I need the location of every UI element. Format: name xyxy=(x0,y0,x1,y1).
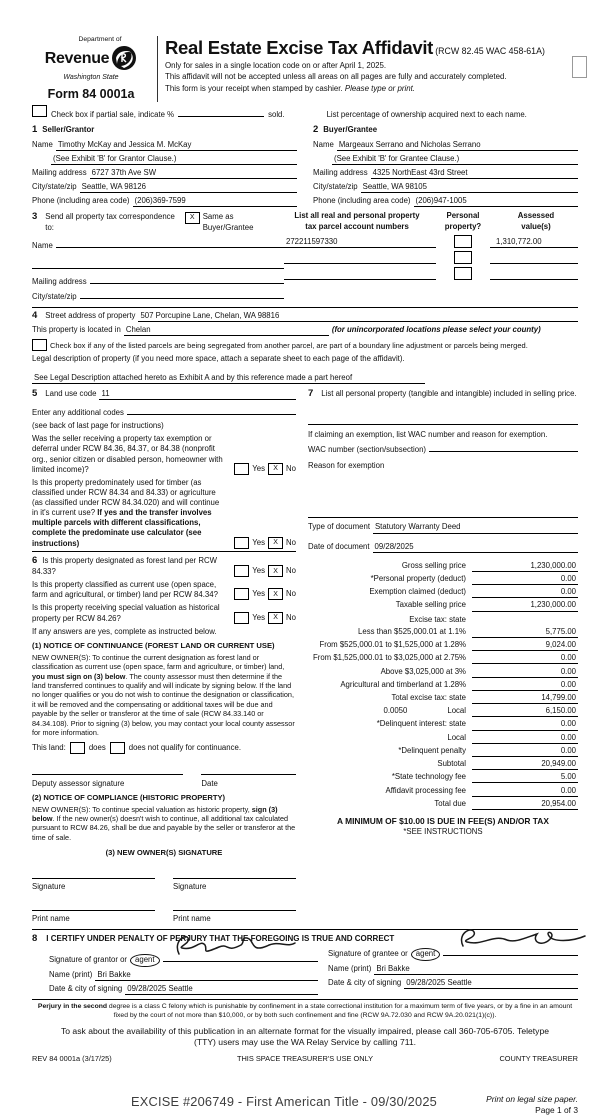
grantee-date-city-field[interactable] xyxy=(404,978,578,989)
tax-value: 0.00 xyxy=(560,587,576,597)
exemption-claimed-field[interactable] xyxy=(472,587,578,598)
grantee-signature-label: Signature of grantee or xyxy=(328,948,408,958)
timber-agriculture-question xyxy=(32,478,296,549)
total-due-field[interactable] xyxy=(472,799,578,810)
agent-word-circled: agent xyxy=(411,948,441,961)
tier2-amount-field[interactable] xyxy=(472,640,578,651)
treasurer-use-only-label: THIS SPACE TREASURER'S USE ONLY xyxy=(236,1054,374,1064)
tier4-amount-field[interactable] xyxy=(472,667,578,678)
tax-label: Exemption claimed (deduct) xyxy=(369,587,466,597)
deputy-assessor-row xyxy=(32,766,296,788)
date-of-document-field[interactable] xyxy=(373,542,578,553)
header-line3-text: This form is your receipt when stamped by cashier. xyxy=(165,83,343,93)
same-as-buyer-checkbox[interactable] xyxy=(185,212,200,224)
tax-value: 0.00 xyxy=(560,719,576,729)
back-of-page-note: (see back of last page for instructions) xyxy=(32,421,164,431)
tax-row-local xyxy=(308,706,578,717)
parcel-number-field-1[interactable] xyxy=(284,237,436,248)
tax-label: *State technology fee xyxy=(391,772,466,782)
parcel-column-header: List all real and personal property tax parcel account numbers xyxy=(294,211,420,231)
legal-description-value: See Legal Description attached hereto as Exhibit A and by this reference made a part hereof xyxy=(34,372,353,382)
does-not-qualify-label: does not qualify for continuance. xyxy=(128,743,241,753)
seller-name-label: Name xyxy=(32,139,53,149)
type-of-document-label: Type of document xyxy=(308,522,370,532)
notice-compliance-body: NEW OWNER(S): To continue special valuation as historic property, sign (3) below. If the new owner(s) doesn't wish to continue, all additional tax calculated pursuant to RCW 84.26, shall be due and payable by the seller or transferor at the time of sale. xyxy=(32,804,296,842)
tax-label: Less than $525,000.01 at 1.1% xyxy=(358,626,466,636)
yes-label: Yes xyxy=(252,612,266,622)
seller-phone-label: Phone (including area code) xyxy=(32,196,130,206)
new-owner-signature-row xyxy=(32,870,296,892)
tax-row-total-state xyxy=(308,693,578,704)
tier3-amount-field[interactable] xyxy=(472,653,578,664)
tax-value: 0.00 xyxy=(560,666,576,676)
segregated-parcel-note: Check box if any of the listed parcels are being segregated from another parcel, are part of a boundary line adjustment or parcels being merged. xyxy=(50,340,528,350)
no-label: No xyxy=(286,589,296,599)
form-header xyxy=(32,36,578,102)
treasurer-stamp-area xyxy=(32,1094,578,1116)
buyer-city-label: City/state/zip xyxy=(313,182,358,192)
revenue-wordmark: Revenue xyxy=(44,49,110,67)
delinquent-penalty-field[interactable] xyxy=(472,746,578,757)
correspondence-name-field[interactable] xyxy=(56,239,284,248)
yes-label: Yes xyxy=(252,589,266,599)
correspondence-mailing-label: Mailing address xyxy=(32,276,87,286)
this-land-label: This land: xyxy=(32,743,66,753)
tax-label: From $1,525,000.01 to $3,025,000 at 2.75% xyxy=(312,653,466,663)
tax-value: 1,230,000.00 xyxy=(530,600,576,610)
tax-value: 0.00 xyxy=(560,785,576,795)
section-1-number: 1 xyxy=(32,124,38,136)
seller-name-value: Timothy McKay and Jessica M. McKay xyxy=(57,139,192,149)
tax-row-delinquent-interest-state xyxy=(308,719,578,730)
q2-yes-checkbox[interactable] xyxy=(234,537,249,549)
new-owner-signature-line-2[interactable] xyxy=(173,870,296,879)
legal-description-label: Legal description of property (if you need more space, attach a separate sheet to each page of the affidavit). xyxy=(32,354,405,364)
percent-ownership-note: List percentage of ownership acquired next to each name. xyxy=(326,110,527,120)
tax-value: 5,775.00 xyxy=(545,626,576,636)
deputy-assessor-date-label: Date xyxy=(201,778,218,788)
tax-row-delinquent-interest-local xyxy=(308,733,578,744)
buyer-name-field[interactable] xyxy=(337,140,578,151)
signature-label: Signature xyxy=(32,882,66,892)
timber-agriculture-question-text: Is this property predominately used for timber (as classified under RCW 84.34 and 84.33) or agriculture (as classified under RCW 84.34.020) and will continue in it's current use? If yes and the transfer involves multiple parcels with different classifications, complete the predominate use calculator (see instructions) xyxy=(32,477,220,548)
personal-property-deduct-field[interactable] xyxy=(472,574,578,585)
alternate-format-notice: To ask about the availability of this publication in an alternate format for the visually impaired, please call 360-705-6705. Teletype (TTY) users may use the WA Relay Service by calling 711. xyxy=(60,1025,550,1048)
personal-property-checkbox-3[interactable] xyxy=(454,267,472,280)
tax-row-tier3 xyxy=(308,653,578,664)
page-number: Page 1 of 3 xyxy=(535,1104,578,1115)
partial-sale-percent-field[interactable] xyxy=(178,108,264,117)
seller-grantor-section xyxy=(32,124,297,207)
additional-codes-field[interactable] xyxy=(127,406,296,415)
seller-mailing-label: Mailing address xyxy=(32,168,87,178)
new-owner-signature-title: (3) NEW OWNER(S) SIGNATURE xyxy=(105,848,223,858)
buyer-city-field[interactable] xyxy=(361,182,578,193)
correspondence-city-field[interactable] xyxy=(80,290,284,299)
date-of-document-label: Date of document xyxy=(308,541,370,551)
tax-label: 0.0050 Local xyxy=(383,706,466,716)
seller-grantor-clause: (See Exhibit 'B' for Grantor Clause.) xyxy=(53,153,177,163)
historical-property-question xyxy=(32,603,296,623)
delinquent-interest-state-field[interactable] xyxy=(472,719,578,730)
minimum-fee-note: A MINIMUM OF $10.00 IS DUE IN FEE(S) AND/OR TAX xyxy=(337,815,549,826)
form-title: Real Estate Excise Tax Affidavit xyxy=(165,37,434,58)
buyer-name-value: Margeaux Serrano and Nicholas Serrano xyxy=(338,139,481,149)
x-mark: X xyxy=(273,465,278,473)
gross-selling-price-field[interactable] xyxy=(472,561,578,572)
header-line2: This affidavit will not be accepted unless all areas on all pages are fully and accurately completed. xyxy=(165,72,507,82)
tax-row-technology-fee xyxy=(308,772,578,783)
partial-sale-checkbox[interactable] xyxy=(32,105,47,117)
seller-mailing-value: 6727 37th Ave SW xyxy=(91,168,157,178)
grantor-print-name-field[interactable] xyxy=(95,970,318,981)
county-treasurer-label: COUNTY TREASURER xyxy=(499,1054,579,1064)
tax-row-agricultural xyxy=(308,680,578,691)
seller-name-field[interactable] xyxy=(56,140,297,151)
x-mark: X xyxy=(273,590,278,598)
current-use-question xyxy=(32,580,296,600)
assessed-value: 1,310,772.00 xyxy=(496,236,542,246)
form-number: Form 84 0001a xyxy=(47,87,135,102)
correspondence-city-label: City/state/zip xyxy=(32,291,77,301)
assessed-value-field-2[interactable] xyxy=(490,255,578,264)
tax-value: 20,949.00 xyxy=(541,759,576,769)
rev-number: REV 84 0001a (3/17/25) xyxy=(32,1054,112,1064)
tax-value: 6,150.00 xyxy=(545,706,576,716)
type-of-document-field[interactable] xyxy=(373,522,578,533)
perjury-notice: Perjury in the second degree is a class C felony which is punishable by confinement in a state correctional institution for a maximum term of five years, or by a fine in an amount fixed by the court of not more than $10,000, or by both such confinement and fine (RCW 9A.72.030 and RCW 9A.20.021(1)(c)). xyxy=(37,1003,573,1020)
tax-value: 1,230,000.00 xyxy=(530,560,576,570)
partial-sale-label: Check box if partial sale, indicate % xyxy=(51,110,175,120)
same-as-buyer-label: Same as Buyer/Grantee xyxy=(202,212,254,232)
tax-label: Agricultural and timberland at 1.28% xyxy=(340,679,466,689)
yes-label: Yes xyxy=(252,463,266,473)
location-code-box[interactable] xyxy=(572,56,587,78)
seller-city-value: Seattle, WA 98126 xyxy=(81,182,146,192)
personal-property-section xyxy=(308,388,578,400)
buyer-mailing-label: Mailing address xyxy=(313,168,368,178)
buyer-phone-label: Phone (including area code) xyxy=(313,196,411,206)
assessed-value-column-header: Assessed value(s) xyxy=(517,211,555,231)
q1-yes-checkbox[interactable] xyxy=(234,463,249,475)
tax-value: 0.00 xyxy=(560,745,576,755)
forest-no-checkbox[interactable] xyxy=(268,565,283,577)
grantee-print-name-field[interactable] xyxy=(374,964,578,975)
buyer-mailing-field[interactable] xyxy=(371,168,578,179)
correspondence-label: Send all property tax correspondence to: xyxy=(45,212,175,232)
street-address-label: Street address of property xyxy=(45,311,136,321)
street-address-field[interactable] xyxy=(138,311,578,322)
affidavit-processing-fee-field[interactable] xyxy=(472,786,578,797)
q2-no-checkbox[interactable] xyxy=(268,537,283,549)
signature-label: Signature xyxy=(173,882,207,892)
buyer-phone-value: (206)947-1005 xyxy=(415,196,467,206)
reason-for-exemption-label: Reason for exemption xyxy=(308,461,385,471)
historical-yes-checkbox[interactable] xyxy=(234,612,249,624)
parcel-number-field-3[interactable] xyxy=(284,271,436,280)
no-label: No xyxy=(286,612,296,622)
section-2-number: 2 xyxy=(313,124,319,136)
grantee-date-city-value: 09/28/2025 Seattle xyxy=(406,977,472,987)
grantor-print-name-value: Bri Bakke xyxy=(97,970,131,980)
type-of-document-value: Statutory Warranty Deed xyxy=(374,522,461,532)
no-label: No xyxy=(286,537,296,547)
see-instructions-note: *SEE INSTRUCTIONS xyxy=(403,826,483,836)
x-mark: X xyxy=(273,539,278,547)
print-note-block xyxy=(466,1094,578,1116)
sold-label: sold. xyxy=(268,110,285,120)
grantee-print-name-label: Name (print) xyxy=(328,963,372,973)
land-use-code-label: Land use code xyxy=(45,388,97,398)
buyer-name-label: Name xyxy=(313,139,334,149)
print-name-label: Print name xyxy=(173,914,211,924)
section-8-number: 8 xyxy=(32,932,38,944)
exemption-deferral-question xyxy=(32,434,296,475)
forest-yes-checkbox[interactable] xyxy=(234,565,249,577)
assessed-value-field-1[interactable] xyxy=(490,237,578,248)
certify-statement: I CERTIFY UNDER PENALTY OF PERJURY THAT THE FOREGOING IS TRUE AND CORRECT xyxy=(46,933,395,943)
technology-fee-field[interactable] xyxy=(472,772,578,783)
no-label: No xyxy=(286,566,296,576)
exemption-deferral-question-text: Was the seller receiving a property tax exemption or deferral under RCW 84.36, 84.37, or 84.38 (nonprofit org., senior citizen or disabled person, homeowner with limited income)? xyxy=(32,434,223,474)
located-in-label: This property is located in xyxy=(32,325,121,335)
form-title-rcw-ref: (RCW 82.45 WAC 458-61A) xyxy=(435,46,545,56)
buyer-city-value: Seattle, WA 98105 xyxy=(362,182,427,192)
tax-value: 20,954.00 xyxy=(541,798,576,808)
tax-label: Total due xyxy=(434,798,466,808)
buyer-grantee-heading: Buyer/Grantee xyxy=(323,125,378,135)
grantor-signature-line[interactable] xyxy=(163,953,318,962)
tax-row-exemption-deduct xyxy=(308,587,578,598)
revenue-logo-icon xyxy=(111,45,137,74)
new-owner-printname-row xyxy=(32,902,296,924)
taxable-selling-price-field[interactable] xyxy=(472,600,578,611)
date-of-document-value: 09/28/2025 xyxy=(374,541,414,551)
current-use-yes-checkbox[interactable] xyxy=(234,588,249,600)
correspondence-blank-field[interactable] xyxy=(32,260,284,269)
land-use-section xyxy=(32,388,296,400)
seller-phone-value: (206)369-7599 xyxy=(134,196,186,206)
grantor-signature-label: Signature of grantor or xyxy=(49,954,128,964)
tax-row-tier1 xyxy=(308,627,578,638)
tax-label: Subtotal xyxy=(437,759,466,769)
x-mark: X xyxy=(273,567,278,575)
tax-label: From $525,000.01 to $1,525,000 at 1.28% xyxy=(319,640,466,650)
located-in-field[interactable] xyxy=(124,325,329,336)
correspondence-mailing-field[interactable] xyxy=(90,275,284,284)
grantee-date-city-label: Date & city of signing xyxy=(328,977,402,987)
forest-land-question-text: 6 Is this property designated as forest land per RCW 84.33? xyxy=(32,554,217,577)
notice-continuance-title: (1) NOTICE OF CONTINUANCE (FOREST LAND OR CURRENT USE) xyxy=(32,640,275,650)
washington-state-label: Washington State xyxy=(63,73,119,81)
seller-name-field-2[interactable] xyxy=(51,154,297,165)
property-address-section xyxy=(32,310,578,384)
section-6-number: 6 xyxy=(32,554,38,566)
title-block xyxy=(165,36,578,102)
additional-codes-label: Enter any additional codes xyxy=(32,408,124,418)
if-any-yes-note: If any answers are yes, complete as instructed below. xyxy=(32,626,217,636)
assessed-value-field-3[interactable] xyxy=(490,271,578,280)
type-or-print-note: Please type or print. xyxy=(344,83,416,93)
grantor-date-city-label: Date & city of signing xyxy=(49,984,123,994)
parcel-table xyxy=(284,211,578,302)
tax-label: Above $3,025,000 at 3% xyxy=(380,666,466,676)
grantor-date-city-field[interactable] xyxy=(125,984,318,995)
header-line1: Only for sales in a single location code on or after April 1, 2025. xyxy=(165,61,387,71)
tax-row-personal-deduct xyxy=(308,574,578,585)
spacer xyxy=(472,614,578,622)
land-qualify-row xyxy=(32,742,296,754)
x-mark: X xyxy=(189,214,195,222)
tax-correspondence-section xyxy=(32,211,578,302)
wac-number-field[interactable] xyxy=(429,443,578,452)
wac-number-label: WAC number (section/subsection) xyxy=(308,445,427,455)
parcel-number-value: 272211597330 xyxy=(286,236,338,246)
tax-label: Local xyxy=(447,732,466,742)
personal-property-checkbox-2[interactable] xyxy=(454,251,472,264)
personal-property-intro: List all personal property (tangible and intangible) included in selling price. xyxy=(321,388,577,398)
correspondence-name-label: Name xyxy=(32,240,53,250)
grantee-signature-line[interactable] xyxy=(443,947,578,956)
current-use-no-checkbox[interactable] xyxy=(268,588,283,600)
street-address-value: 507 Porcupine Lane, Chelan, WA 98816 xyxy=(140,311,280,321)
header-line3 xyxy=(165,84,578,94)
tax-label: Affidavit processing fee xyxy=(385,785,466,795)
located-in-value: Chelan xyxy=(125,325,151,335)
historical-property-question-text: Is this property receiving special valuation as historical property per RCW 84.26? xyxy=(32,603,220,623)
segregated-parcel-checkbox[interactable] xyxy=(32,339,47,351)
tax-label: Taxable selling price xyxy=(395,600,466,610)
grantor-date-city-value: 09/28/2025 Seattle xyxy=(127,984,193,994)
dept-of-label: Department of xyxy=(78,36,122,43)
new-owner-signature-line-1[interactable] xyxy=(32,870,155,879)
delinquent-interest-local-field[interactable] xyxy=(472,733,578,744)
grantor-print-name-label: Name (print) xyxy=(49,970,93,980)
tax-row-processing-fee xyxy=(308,786,578,797)
current-use-question-text: Is this property classified as current use (open space, farm and agricultural, or timber) land per RCW 84.34? xyxy=(32,580,218,600)
grantee-print-name-value: Bri Bakke xyxy=(376,963,410,973)
notice-compliance-title: (2) NOTICE OF COMPLIANCE (HISTORIC PROPERTY) xyxy=(32,792,226,802)
tax-label: Gross selling price xyxy=(401,560,466,570)
excise-stamp-text: EXCISE #206749 - First American Title - 09/30/2025 xyxy=(131,1093,437,1109)
tax-row-gross xyxy=(308,561,578,572)
tax-value: 9,024.00 xyxy=(545,640,576,650)
subtotal-field[interactable] xyxy=(472,759,578,770)
tax-label: *Delinquent penalty xyxy=(398,745,466,755)
q1-no-checkbox[interactable] xyxy=(268,463,283,475)
tax-value: 0.00 xyxy=(560,732,576,742)
seller-city-field[interactable] xyxy=(80,182,297,193)
land-use-code-value: 11 xyxy=(101,388,110,398)
parcel-row-2 xyxy=(284,251,578,264)
section-7-number: 7 xyxy=(308,387,314,399)
agent-word-circled: agent xyxy=(130,954,160,967)
print-name-label: Print name xyxy=(32,914,70,924)
deputy-assessor-date-line[interactable] xyxy=(201,766,296,775)
buyer-grantee-clause: (See Exhibit 'B' for Grantee Clause.) xyxy=(334,153,460,163)
deputy-assessor-signature-line[interactable] xyxy=(32,766,183,775)
exemption-note: If claiming an exemption, list WAC number and reason for exemption. xyxy=(308,430,548,440)
tax-row-total-due xyxy=(308,799,578,810)
personal-property-field[interactable] xyxy=(308,416,578,425)
header-divider xyxy=(157,36,158,102)
parcel-row-3 xyxy=(284,267,578,280)
section-4-number: 4 xyxy=(32,310,38,322)
parcel-number-field-2[interactable] xyxy=(284,255,436,264)
seller-city-label: City/state/zip xyxy=(32,182,77,192)
buyer-name-field-2[interactable] xyxy=(332,154,578,165)
tax-row-delinquent-penalty xyxy=(308,746,578,757)
does-not-qualify-checkbox[interactable] xyxy=(110,742,125,754)
buyer-grantee-section xyxy=(313,124,578,207)
tax-value: 0.00 xyxy=(560,574,576,584)
does-qualify-checkbox[interactable] xyxy=(70,742,85,754)
tax-label: *Delinquent interest: state xyxy=(376,719,466,729)
personal-property-column-header: Personal property? xyxy=(444,211,482,231)
certification-section xyxy=(32,933,578,996)
rev-row xyxy=(32,1054,578,1064)
tax-value: 5.00 xyxy=(560,772,576,782)
does-label: does xyxy=(88,743,106,753)
grantor-signature-scribble xyxy=(169,930,299,960)
no-label: No xyxy=(286,463,296,473)
parcel-row-1 xyxy=(284,235,578,248)
legal-size-paper-note: Print on legal size paper. xyxy=(486,1093,578,1104)
county-note: (for unincorporated locations please select your county) xyxy=(331,325,541,335)
tax-row-tier4 xyxy=(308,667,578,678)
local-tax-field[interactable] xyxy=(472,706,578,717)
notice-continuance-body: NEW OWNER(S): To continue the current designation as forest land or classification as current use (open space, farm and agriculture, or timber) land, you must sign on (3) below. The county assessor must then determine if the land transferred continues to qualify and will indicate by signing below. If the land no longer qualifies or you do not wish to continue the designation or classification, it will be removed and the compensating or additional taxes will be due and payable by the seller or transferor at the time of sale (RCW 84.33.140 or 84.34.108). Prior to signing (3) below, you may contact your local county assessor for more information. xyxy=(32,652,295,738)
new-owner-printname-line-1[interactable] xyxy=(32,902,155,911)
buyer-mailing-value: 4325 NorthEast 43rd Street xyxy=(372,168,468,178)
legal-description-field[interactable] xyxy=(32,373,425,384)
deputy-assessor-signature-label: Deputy assessor signature xyxy=(32,778,125,788)
tax-row-taxable-price xyxy=(308,600,578,611)
personal-property-checkbox-1[interactable] xyxy=(454,235,472,248)
agricultural-amount-field[interactable] xyxy=(472,680,578,691)
tier1-amount-field[interactable] xyxy=(472,627,578,638)
forest-land-question xyxy=(32,555,296,577)
tax-value: 0.00 xyxy=(560,653,576,663)
tax-row-excise-state-header xyxy=(308,614,578,625)
new-owner-printname-line-2[interactable] xyxy=(173,902,296,911)
seller-phone-field[interactable] xyxy=(133,196,297,207)
x-mark: X xyxy=(273,614,278,622)
yes-label: Yes xyxy=(252,566,266,576)
tax-label: Total excise tax: state xyxy=(391,692,466,702)
tax-value: 14,799.00 xyxy=(541,692,576,702)
yes-label: Yes xyxy=(252,537,266,547)
seller-grantor-heading: Seller/Grantor xyxy=(42,125,95,135)
tax-value: 0.00 xyxy=(560,679,576,689)
tax-row-subtotal xyxy=(308,759,578,770)
total-excise-state-field[interactable] xyxy=(472,693,578,704)
buyer-phone-field[interactable] xyxy=(414,196,578,207)
dor-logo-block xyxy=(32,36,150,102)
partial-sale-row xyxy=(32,105,578,120)
historical-no-checkbox[interactable] xyxy=(268,612,283,624)
tax-row-tier2 xyxy=(308,640,578,651)
tax-label: Excise tax: state xyxy=(409,614,466,624)
seller-mailing-field[interactable] xyxy=(90,168,297,179)
grantee-signature-scribble xyxy=(449,924,589,954)
land-use-code-field[interactable] xyxy=(99,389,296,400)
tax-label: *Personal property (deduct) xyxy=(370,574,466,584)
section-3-number: 3 xyxy=(32,211,38,223)
section-5-number: 5 xyxy=(32,387,38,399)
